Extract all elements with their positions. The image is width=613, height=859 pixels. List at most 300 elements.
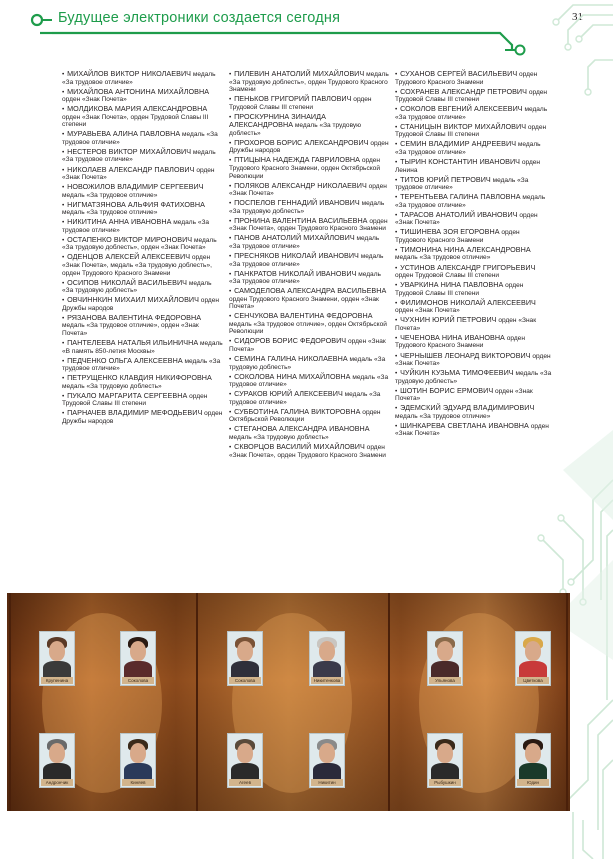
award-description: медаль «За трудовую доблесть», орден «Знак Почета» [62, 236, 217, 252]
employee-portrait [309, 733, 345, 788]
awardee-name: МУРАВЬЕВА АЛИНА ПАВЛОВНА [67, 129, 181, 139]
portrait-clothing [519, 661, 547, 677]
award-description: орден Трудового Красного Знамени [395, 71, 538, 86]
bullet: • [395, 229, 400, 237]
awardee-entry [62, 339, 224, 355]
name-plate [229, 677, 261, 684]
awardee-name: ПОЛЯКОВ АЛЕКСАНДР НИКОЛАЕВИЧ [234, 180, 367, 190]
award-description: орден «Знак Почета», медаль «За трудовую доблесть», орден Трудового Красного Знамени [62, 254, 212, 277]
bullet: • [229, 96, 234, 104]
awardee-name: ПРЕСНЯКОВ НИКОЛАЙ ИВАНОВИЧ [234, 250, 359, 260]
award-description: орден «Знак Почета» [395, 352, 551, 368]
award-description: орден Дружбы народов [62, 410, 223, 425]
bullet: • [395, 246, 400, 254]
awardee-name: ПАРНАЧЕВ ВЛАДИМИР МЕФОДЬЕВИЧ [67, 408, 203, 418]
awardee-name: ОДЕНЦОВ АЛЕКСЕЙ АЛЕКСЕЕВИЧ [67, 252, 191, 262]
portrait-clothing [431, 763, 459, 779]
name-plate [41, 779, 73, 786]
portrait-face [49, 641, 65, 661]
awardee-entry [62, 357, 224, 373]
bullet: • [229, 373, 234, 381]
awardee-name: ПАНКРАТОВ НИКОЛАЙ ИВАНОВИЧ [234, 268, 357, 278]
bullet: • [395, 422, 400, 430]
awardee-name: ФИЛИМОНОВ НИКОЛАЙ АЛЕКСЕЕВИЧ [400, 297, 536, 307]
name-plate-text: Рыбушкин [434, 780, 456, 785]
awardee-name: НЕСТЕРОВ ВИКТОР МИХАЙЛОВИЧ [67, 146, 192, 156]
wood-paneling [7, 593, 570, 811]
portrait-face [130, 641, 146, 661]
award-description: орден «Знак Почета» [62, 96, 127, 104]
bullet: • [62, 71, 67, 78]
bullet: • [395, 106, 400, 114]
award-description: медаль «За трудовую доблесть» [229, 122, 362, 137]
awardees-column-1 [62, 70, 224, 427]
awardee-entry [62, 253, 224, 277]
bullet: • [62, 254, 67, 262]
awardee-name: ПЕНЬКОВ ГРИГОРИЙ ПАВЛОВИЧ [234, 94, 352, 104]
bullet: • [62, 236, 67, 244]
name-plate [517, 779, 549, 786]
bullet: • [395, 387, 400, 395]
bullet: • [395, 282, 400, 290]
page-number: 31 [572, 11, 583, 23]
award-description: медаль «За трудовое отличие» [62, 357, 221, 373]
award-description: медаль «За трудовое отличие» [62, 191, 158, 199]
employee-portrait [227, 631, 263, 686]
award-description: орден «Знак Почета», орден Трудового Красного Знамени [229, 217, 388, 233]
awardee-entry [395, 352, 552, 368]
employee-portrait [309, 631, 345, 686]
awardee-entry [229, 95, 389, 111]
bullet: • [395, 405, 400, 413]
awardee-name: СОХРАНЕВ АЛЕКСАНДР ПЕТРОВИЧ [400, 86, 527, 96]
portrait-clothing [124, 661, 152, 677]
portrait-clothing [43, 763, 71, 779]
bullet: • [62, 219, 67, 227]
portrait-face [525, 743, 541, 763]
bullet: • [229, 235, 234, 243]
awardee-name: ТАРАСОВ АНАТОЛИЙ ИВАНОВИЧ [400, 209, 518, 219]
awardee-name: МИХАЙЛОВ ВИКТОР НИКОЛАЕВИЧ [67, 69, 192, 78]
award-description: медаль «За трудовую доблесть» [229, 433, 329, 441]
award-description: медаль «За трудовое отличие» [62, 148, 216, 164]
award-description: медаль «За трудовую доблесть» [229, 200, 385, 215]
award-description: медаль «За трудовое отличие» [395, 412, 491, 420]
awardee-name: МИХАЙЛОВА АНТОНИНА МИХАЙЛОВНА [67, 86, 210, 96]
honor-board-photo [7, 593, 570, 811]
page-header [0, 0, 613, 60]
awardee-name: СЕНЧУКОВА ВАЛЕНТИНА ФЕДОРОВНА [234, 311, 373, 321]
awardee-name: ТИШИНЕВА ЗОЯ ЕГОРОВНА [400, 227, 500, 237]
award-description: медаль «За трудовое отличие» [229, 391, 381, 406]
portrait-face [49, 743, 65, 763]
award-description: орден Трудового Красного Знамени, орден Октябрьской Революции [229, 157, 381, 180]
award-description: орден Дружбы народов [62, 297, 220, 312]
awardee-entry [62, 374, 224, 390]
awardee-entry [62, 105, 224, 129]
portrait-clothing [313, 661, 341, 677]
awardee-name: СУББОТИНА ГАЛИНА ВИКТОРОВНА [234, 406, 361, 416]
award-description: медаль «За трудовое отличие» [62, 219, 210, 234]
name-plate-text: Никитенкова [313, 678, 341, 683]
award-description: орден «Знак Почета» [229, 338, 386, 353]
awardee-entry [395, 176, 552, 192]
award-description: медаль «За трудовое отличие» [395, 194, 546, 209]
employee-portrait [515, 631, 551, 686]
award-description: медаль «За трудовое отличие» [229, 373, 389, 389]
award-description: орден Трудовой Славы III степени [395, 88, 548, 104]
bullet: • [395, 123, 400, 131]
award-description: орден Трудовой Славы III степени [395, 272, 500, 280]
awardee-entry [229, 252, 389, 268]
name-plate [429, 779, 461, 786]
portrait-clothing [231, 763, 259, 779]
awardee-name: ЧУЙКИН КУЗЬМА ТИМОФЕЕВИЧ [400, 368, 514, 378]
awardee-entry [229, 139, 389, 155]
bullet: • [395, 71, 400, 78]
awardee-name: РЯЗАНОВА ВАЛЕНТИНА ФЕДОРОВНА [67, 312, 202, 322]
award-description: медаль «За трудовое отличие» [62, 71, 216, 86]
award-description: орден Трудового Красного Знамени [395, 334, 525, 350]
awardee-name: ТЫРИН КОНСТАНТИН ИВАНОВИЧ [400, 156, 521, 166]
bullet: • [62, 297, 67, 305]
award-description: медаль «За трудовую доблесть» [229, 356, 386, 371]
award-description: медаль «За трудовую доблесть» [62, 382, 162, 390]
award-description: медаль «За трудовое отличие» [395, 176, 529, 192]
awardee-entry [395, 246, 552, 262]
award-description: медаль «За трудовую доблесть» [395, 370, 552, 385]
awardee-entry [395, 123, 552, 139]
bullet: • [395, 211, 400, 219]
awardee-name: ПАНТЕЛЕЕВА НАТАЛЬЯ ИЛЬИНИЧНА [67, 337, 199, 347]
awardee-entry [62, 218, 224, 234]
awardee-name: ПРОНИНА ВАЛЕНТИНА ВАСИЛЬЕВНА [234, 215, 368, 225]
bullet: • [62, 131, 67, 139]
awardee-entry [229, 156, 389, 180]
bullet: • [229, 408, 234, 416]
awardee-name: ТЕРЕНТЬЕВА ГАЛИНА ПАВЛОВНА [400, 192, 521, 202]
bullet: • [62, 339, 67, 347]
awardee-entry [395, 228, 552, 244]
awardee-name: НИКИТИНА АННА ИВАНОВНА [67, 217, 172, 227]
awardee-entry [62, 409, 224, 425]
awardee-entry [395, 422, 552, 438]
portrait-clothing [231, 661, 259, 677]
awardee-entry [229, 337, 389, 353]
portrait-face [437, 743, 453, 763]
bullet: • [395, 334, 400, 342]
bullet: • [395, 264, 400, 272]
bullet: • [62, 166, 67, 174]
awardee-entry [62, 296, 224, 312]
employee-portrait [120, 733, 156, 788]
awardee-entry [62, 392, 224, 408]
awardee-name: СТЕГАНОВА АЛЕКСАНДРА ИВАНОВНА [234, 424, 370, 434]
awardee-entry [229, 390, 389, 406]
bullet: • [395, 352, 400, 360]
name-plate [429, 677, 461, 684]
portrait-clothing [43, 661, 71, 677]
awardee-entry [395, 334, 552, 350]
bullet: • [62, 184, 67, 192]
award-description: медаль «За трудовую доблесть» [62, 279, 212, 295]
portrait-face [237, 743, 253, 763]
name-plate [41, 677, 73, 684]
award-description: медаль «За трудовое отличие» [62, 209, 158, 217]
awardee-entry [395, 140, 552, 156]
bullet: • [229, 391, 234, 399]
award-description: медаль «За трудовое отличие» [395, 254, 491, 262]
awardee-entry [395, 369, 552, 385]
portrait-clothing [431, 661, 459, 677]
name-plate-text: Юдин [527, 780, 539, 785]
bullet: • [62, 106, 67, 114]
bullet: • [229, 426, 234, 434]
awardee-name: ЭДЕМСКИЙ ЭДУАРД ВЛАДИМИРОВИЧ [400, 403, 535, 413]
award-description: орден «Знак Почета», орден Трудового Красного Знамени [229, 444, 386, 459]
award-description: орден Трудового Красного Знамени, орден «Знак Почета» [229, 295, 379, 311]
bullet: • [229, 200, 234, 208]
portrait-clothing [313, 763, 341, 779]
portrait-clothing [519, 763, 547, 779]
awardee-name: СКВОРЦОВ ВАСИЛИЙ МИХАЙЛОВИЧ [234, 442, 365, 452]
awardee-name: НИКОЛАЕВ АЛЕКСАНДР ПАВЛОВИЧ [67, 164, 195, 174]
awardees-column-3 [395, 70, 552, 439]
award-description: медаль «За трудовое отличие» [395, 106, 548, 121]
award-description: медаль «За трудовое отличие» [62, 131, 218, 146]
award-description: медаль «За трудовое отличие» [229, 270, 381, 286]
name-plate-text: Цветкова [523, 678, 543, 683]
awardee-entry [229, 270, 389, 286]
bullet: • [62, 314, 67, 322]
award-description: орден Ленина [395, 158, 541, 174]
awardee-entry [395, 70, 552, 86]
awardee-name: СУХАНОВ СЕРГЕЙ ВАСИЛЬЕВИЧ [400, 69, 518, 78]
employee-portrait [427, 733, 463, 788]
award-description: медаль «В память 850-летия Москвы» [62, 339, 223, 355]
bullet: • [229, 217, 234, 225]
award-description: орден Октябрьской Революции [229, 408, 381, 424]
awardee-name: ЧЕЧЕНОВА НИНА ИВАНОВНА [400, 332, 505, 342]
awardee-entry [229, 217, 389, 233]
awardee-entry [395, 211, 552, 227]
awardee-name: СОКОЛОВА НИНА МИХАЙЛОВНА [234, 371, 351, 381]
awardee-entry [229, 408, 389, 424]
portrait-face [319, 743, 335, 763]
name-plate-text: Соколова [234, 678, 256, 683]
awardee-entry [229, 355, 389, 371]
awardee-entry [395, 281, 552, 297]
awardee-entry [229, 312, 389, 336]
awardee-entry [62, 314, 224, 338]
bullet: • [62, 88, 67, 96]
bullet: • [229, 356, 234, 364]
bullet: • [395, 370, 400, 378]
awardee-name: ОСТАПЕНКО ВИКТОР МИРОНОВИЧ [67, 234, 193, 244]
award-description: орден «Знак Почета» [395, 387, 533, 403]
award-description: орден Трудовой Славы III степени [395, 123, 547, 139]
name-plate [122, 779, 154, 786]
awardee-name: ШИНКАРЕВА СВЕТЛАНА ИВАНОВНА [400, 420, 529, 430]
award-description: медаль «За трудовое отличие» [229, 235, 380, 250]
name-plate [229, 779, 261, 786]
bullet: • [395, 88, 400, 96]
awardee-entry [62, 88, 224, 104]
awardee-name: СУРАКОВ ЮРИЙ АЛЕКСЕЕВИЧ [234, 389, 343, 399]
award-description: медаль «За трудовое отличие» [395, 141, 541, 156]
bullet: • [229, 444, 234, 452]
portrait-face [237, 641, 253, 661]
awardee-entry [62, 279, 224, 295]
name-plate-text: Агеев [239, 780, 251, 785]
awardee-entry [62, 183, 224, 199]
awardee-name: ОВЧИННКИН МИХАИЛ МИХАЙЛОВИЧ [67, 295, 199, 305]
awardee-name: СОКОЛОВ ЕВГЕНИЙ АЛЕКСЕЕВИЧ [400, 104, 523, 114]
awardee-entry [229, 113, 389, 138]
awardee-entry [395, 404, 552, 420]
award-description: орден Трудовой Славы III степени [229, 96, 372, 111]
bullet: • [62, 279, 67, 287]
name-plate-text: Андрончик [45, 780, 69, 785]
awardee-entry [229, 70, 389, 94]
bullet: • [229, 313, 234, 321]
awardee-entry [395, 299, 552, 315]
bullet: • [62, 375, 67, 383]
awardee-entry [395, 105, 552, 121]
bullet: • [62, 410, 67, 418]
awardee-name: ПРОСКУРНИНА ЗИНАИДА АЛЕКСАНДРОВНА [229, 111, 326, 130]
awardee-entry [229, 287, 389, 311]
employee-portrait [39, 733, 75, 788]
awardee-entry [229, 234, 389, 250]
awardee-name: СТАНИЦЫН ВИКТОР МИХАЙЛОВИЧ [400, 121, 527, 131]
portrait-face [525, 641, 541, 661]
name-plate-text: Крупенина [45, 678, 69, 683]
awardee-name: ПУКАЛО МАРГАРИТА СЕРГЕЕВНА [67, 390, 188, 400]
awardee-name: СЕМИНА ГАЛИНА НИКОЛАЕВНА [234, 354, 348, 364]
name-plate-text: Киняев [130, 780, 146, 785]
employee-portrait [227, 733, 263, 788]
bullet: • [62, 201, 67, 209]
award-description: медаль «За трудовое отличие», орден Октябрьской Революции [229, 320, 387, 336]
bullet: • [62, 357, 67, 365]
awardees-list [62, 70, 552, 560]
awardee-name: СИДОРОВ БОРИС ФЕДОРОВИЧ [234, 336, 347, 346]
awardee-name: СЕМИН ВЛАДИМИР АНДРЕЕВИЧ [400, 139, 517, 149]
name-plate [517, 677, 549, 684]
awardee-name: НИГМАТЗЯНОВА АЛЬФИЯ ФАТИХОВНА [67, 199, 205, 209]
awardee-name: ПТИЦЫНА НАДЕЖДА ГАВРИЛОВНА [234, 155, 361, 165]
header-circuit-decoration [0, 0, 613, 60]
bullet: • [229, 288, 234, 296]
awardee-entry [229, 373, 389, 389]
employee-portrait [39, 631, 75, 686]
award-description: орден Дружбы народов [229, 139, 389, 155]
name-plate [122, 677, 154, 684]
awardee-name: НОВОЖИЛОВ ВЛАДИМИР СЕРГЕЕВИЧ [67, 182, 204, 192]
portrait-face [130, 743, 146, 763]
awardee-entry [395, 387, 552, 403]
awardee-name: ШОТИН БОРИС ЕРМОВИЧ [400, 385, 494, 395]
name-plate-text: Ульянова [435, 678, 455, 683]
award-description: орден Трудовой Славы III степени [62, 392, 208, 408]
bullet: • [395, 141, 400, 149]
awardee-name: ПИЛЕВИН АНАТОЛИЙ МИХАЙЛОВИЧ [234, 69, 365, 78]
bullet: • [395, 317, 400, 325]
awardee-name: ПОСПЕЛОВ ГЕННАДИЙ ИВАНОВИЧ [234, 198, 360, 208]
award-description: орден «Знак Почета» [395, 422, 549, 438]
awardee-entry [62, 201, 224, 217]
bullet: • [229, 182, 234, 190]
awardee-name: ПЕТРУЩЕНКО КЛАВДИЯ НИКИФОРОВНА [67, 373, 212, 383]
awardee-entry [395, 316, 552, 332]
bullet: • [395, 176, 400, 184]
bullet: • [395, 299, 400, 307]
award-description: медаль «За трудовое отличие» [229, 252, 384, 268]
name-plate [311, 677, 343, 684]
bullet: • [229, 71, 234, 78]
awardee-entry [395, 88, 552, 104]
awardee-entry [395, 193, 552, 209]
awardee-name: ПРОХОРОВ БОРИС АЛЕКСАНДРОВИЧ [234, 137, 369, 147]
awardee-name: МОЛДИКОВА МАРИЯ АЛЕКСАНДРОВНА [67, 104, 208, 114]
awardee-entry [229, 443, 389, 459]
bullet: • [229, 139, 234, 147]
award-description: медаль «За трудовую доблесть», орден Трудового Красного Знамени [229, 71, 389, 94]
awardee-entry [62, 130, 224, 146]
awardee-entry [62, 148, 224, 164]
awardee-entry [395, 264, 552, 280]
awardee-name: УСТИНОВ АЛЕКСАНДР ГРИГОРЬЕВИЧ [400, 262, 536, 272]
award-description: орден «Знак Почета» [229, 182, 387, 198]
awardee-entry [62, 236, 224, 252]
award-description: орден «Знак Почета» [395, 307, 460, 315]
awardee-name: ТИМОНИНА НИНА АЛЕКСАНДРОВНА [400, 244, 531, 254]
bullet: • [62, 148, 67, 156]
awardee-name: ЧУХНИН ЮРИЙ ПЕТРОВИЧ [400, 315, 497, 325]
awardee-entry [62, 166, 224, 182]
awardee-entry [62, 70, 224, 86]
bullet: • [395, 194, 400, 202]
awardee-entry [229, 425, 389, 441]
page-title: Будущее электроники создается сегодня [58, 10, 341, 26]
awardee-name: ПЕДЧЕНКО ОЛЬГА АЛЕКСЕЕВНА [67, 355, 183, 365]
awardee-name: УВАРКИНА НИНА ПАВЛОВНА [400, 280, 504, 290]
employee-portrait [515, 733, 551, 788]
bullet: • [395, 158, 400, 166]
portrait-clothing [124, 763, 152, 779]
name-plate-text: Соколова [127, 678, 149, 683]
bullet: • [229, 338, 234, 346]
awardee-name: САМОДЕЛОВА АЛЕКСАНДРА ВАСИЛЬЕВНА [234, 286, 387, 296]
employee-portrait [427, 631, 463, 686]
bullet: • [229, 157, 234, 165]
bullet: • [62, 392, 67, 400]
award-description: медаль «За трудовое отличие», орден «Знак Почета» [62, 322, 199, 337]
employee-portrait [120, 631, 156, 686]
portrait-face [437, 641, 453, 661]
awardees-column-2 [229, 70, 389, 461]
award-description: орден Трудовой Славы III степени [395, 282, 524, 297]
bullet: • [229, 270, 234, 278]
bullet: • [229, 252, 234, 260]
awardee-entry [395, 158, 552, 174]
awardee-name: ОСИПОВ НИКОЛАЙ ВАСИЛЬЕВИЧ [67, 277, 188, 287]
bullet: • [229, 113, 234, 121]
awardee-name: ТИТОВ ЮРИЙ ПЕТРОВИЧ [400, 174, 491, 184]
awardee-name: ПАНОВ АНАТОЛИЙ МИХАЙЛОВИЧ [234, 233, 355, 243]
award-description: орден «Знак Почета» [62, 166, 215, 182]
